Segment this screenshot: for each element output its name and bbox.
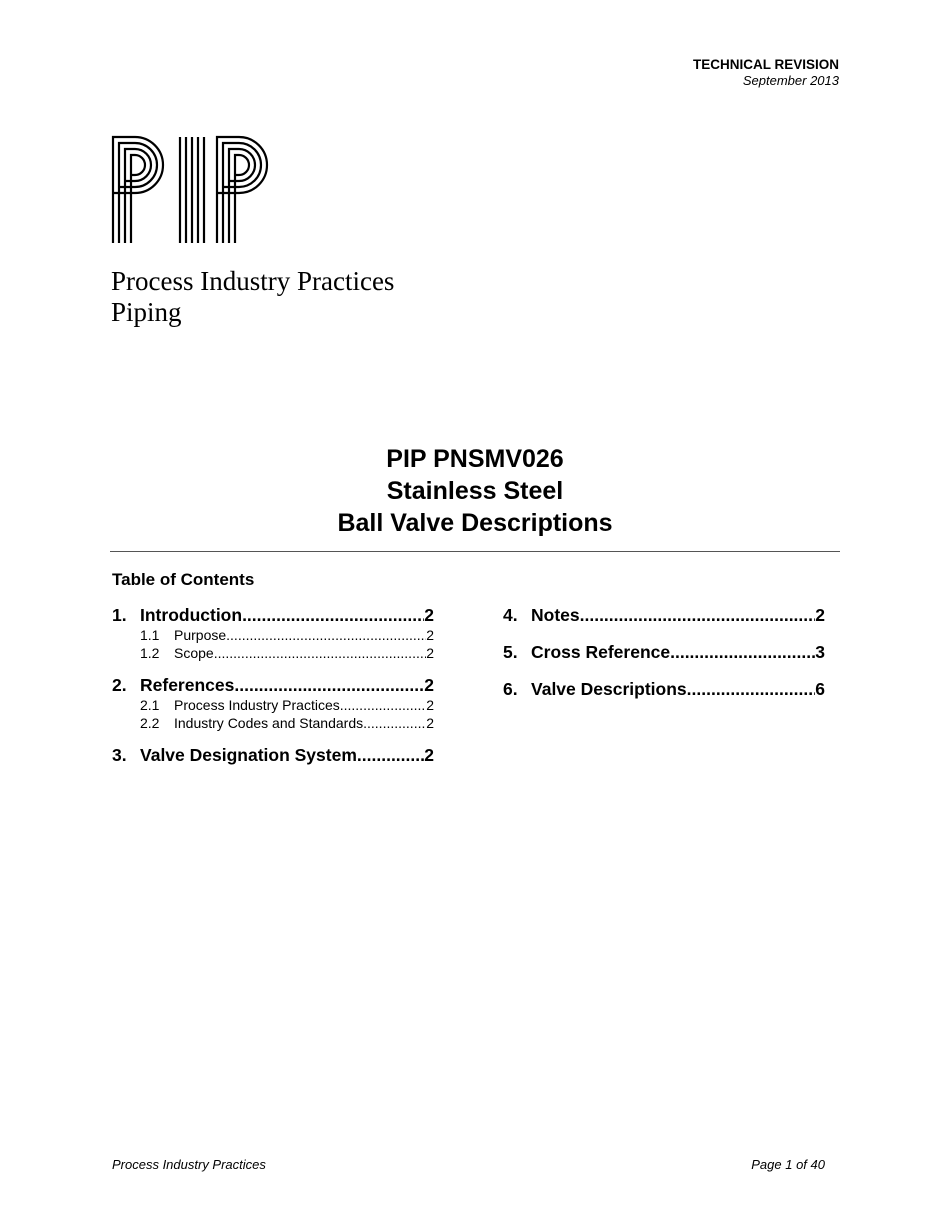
toc-subentry-number: 1.1 xyxy=(140,627,160,643)
toc-leader xyxy=(670,641,815,663)
toc-entry-number: 5. xyxy=(503,642,518,662)
toc-entry-number: 2. xyxy=(112,675,127,695)
toc-subentry-purpose[interactable] xyxy=(112,626,434,644)
revision-date: September 2013 xyxy=(742,73,839,88)
toc-entry-page: 2 xyxy=(424,675,434,695)
toc-subentry-number: 1.2 xyxy=(140,645,160,661)
toc-subentry-scope[interactable] xyxy=(112,644,434,662)
toc-column-left xyxy=(112,604,434,766)
toc-leader xyxy=(234,674,424,696)
toc-entry-label: Introduction xyxy=(140,605,243,625)
toc-subentry-label: Industry Codes and Standards xyxy=(174,715,364,731)
organization-line1: Process Industry Practices xyxy=(111,266,395,296)
toc-entry-notes[interactable] xyxy=(503,604,825,626)
toc-entry-introduction[interactable] xyxy=(112,604,434,626)
toc-subentry-page: 2 xyxy=(426,715,434,731)
toc-entry-page: 3 xyxy=(815,642,825,662)
toc-entry-number: 1. xyxy=(112,605,127,625)
document-title-line1: Stainless Steel xyxy=(386,477,564,505)
toc-entry-valve-designation[interactable] xyxy=(112,744,434,766)
toc-leader xyxy=(687,678,816,700)
toc-leader xyxy=(357,744,424,766)
toc-heading: Table of Contents xyxy=(112,570,255,589)
toc-entry-label: Valve Designation System xyxy=(140,745,357,765)
toc-subentry-process-industry-practices[interactable] xyxy=(112,696,434,714)
toc-subentry-label: Purpose xyxy=(174,627,227,643)
title-divider xyxy=(110,551,840,552)
pip-logo-icon xyxy=(110,135,275,245)
toc-subentry-industry-codes[interactable] xyxy=(112,714,434,732)
toc-entry-page: 2 xyxy=(815,605,825,625)
toc-leader xyxy=(214,644,427,662)
organization-line2: Piping xyxy=(111,297,182,327)
toc-entry-valve-descriptions[interactable] xyxy=(503,678,825,700)
toc-entry-page: 2 xyxy=(424,605,434,625)
toc-entry-references[interactable] xyxy=(112,674,434,696)
toc-column-right xyxy=(503,604,825,700)
toc-entry-page: 2 xyxy=(424,745,434,765)
footer-organization: Process Industry Practices xyxy=(112,1157,266,1172)
footer-page-number: Page 1 of 40 xyxy=(751,1157,825,1172)
toc-entry-number: 6. xyxy=(503,679,518,699)
document-code: PIP PNSMV026 xyxy=(386,445,564,473)
toc-leader xyxy=(340,696,426,714)
toc-leader xyxy=(580,604,816,626)
toc-entry-label: References xyxy=(140,675,235,695)
toc-leader xyxy=(363,714,426,732)
toc-leader xyxy=(226,626,426,644)
toc-entry-number: 3. xyxy=(112,745,127,765)
toc-entry-label: Cross Reference xyxy=(531,642,671,662)
revision-title: TECHNICAL REVISION xyxy=(692,57,839,72)
document-title xyxy=(0,443,950,539)
organization-name xyxy=(111,266,394,328)
toc-subentry-page: 2 xyxy=(426,697,434,713)
toc-entry-page: 6 xyxy=(815,679,825,699)
revision-header xyxy=(693,57,839,89)
toc-entry-number: 4. xyxy=(503,605,518,625)
toc-subentry-number: 2.2 xyxy=(140,715,160,731)
toc-entry-cross-reference[interactable] xyxy=(503,641,825,663)
pip-logo xyxy=(110,135,275,250)
toc-leader xyxy=(242,604,424,626)
toc-subentry-label: Process Industry Practices xyxy=(174,697,340,713)
toc-entry-label: Notes xyxy=(531,605,580,625)
toc-subentry-number: 2.1 xyxy=(140,697,160,713)
toc-subentry-label: Scope xyxy=(174,645,214,661)
toc-subentry-page: 2 xyxy=(426,627,434,643)
toc-entry-label: Valve Descriptions xyxy=(531,679,687,699)
document-title-line2: Ball Valve Descriptions xyxy=(337,509,613,537)
toc-subentry-page: 2 xyxy=(426,645,434,661)
